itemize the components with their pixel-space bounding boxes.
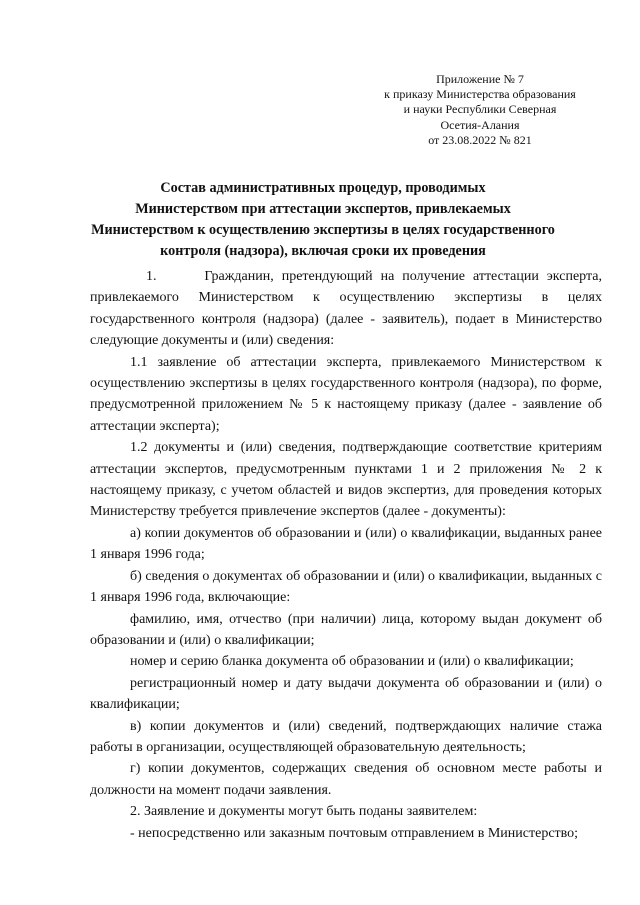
appendix-line: Приложение № 7 [436, 72, 524, 86]
paragraph-subitem-v: в) копии документов и (или) сведений, подтверждающих наличие стажа работы в организации, осуществляющей образовательную деятельность; [90, 718, 602, 755]
appendix-line: к приказу Министерства образования [384, 87, 576, 102]
paragraph-subitem-b: б) сведения о документах об образовании и (или) о квалификации, выданных с 1 января 1996 года, включающие: [90, 568, 602, 606]
title-line: Министерством при аттестации экспертов, привлекаемых [135, 201, 511, 217]
appendix-header [380, 72, 580, 148]
paragraph-subitem-g: г) копии документов, содержащих сведения об основном месте работы и должности на момент подачи заявления. [90, 761, 602, 798]
paragraph-detail-name: фамилию, имя, отчество (при наличии) лица, которому выдан документ об образовании и (или) о квалификации; [90, 611, 602, 648]
title-line: контроля (надзора), включая сроки их проведения [160, 243, 486, 259]
title-line: Состав административных процедур, проводимых [160, 180, 486, 196]
paragraph-item-2: 2. Заявление и документы могут быть поданы заявителем: [130, 804, 478, 820]
paragraph-item-1-1: 1.1 заявление об аттестации эксперта, привлекаемого Министерством к осуществлению экспертизы в целях государственного контроля (надзора), по форме, предусмотренной приложением № 5 к настоящему приказу (далее - заявление об аттестации эксперта); [90, 354, 602, 434]
paragraph-subitem-a: а) копии документов об образовании и (или) о квалификации, выданных ранее 1 января 1996 года; [90, 525, 602, 563]
appendix-line: и науки Республики Северная [403, 102, 557, 117]
paragraph-item-1: 1. Гражданин, претендующий на получение аттестации эксперта, привлекаемого Министерством к осуществлению экспертизы в целях государственного контроля (надзора) (далее - заявитель), подает в Министерство следующие документы и (или) сведения: [90, 269, 602, 349]
paragraph-submission-method: - непосредственно или заказным почтовым отправлением в Министерство; [130, 825, 579, 841]
document-title [88, 178, 558, 262]
paragraph-detail-number: номер и серию бланка документа об образовании и (или) о квалификации; [130, 654, 574, 670]
appendix-line: Осетия-Алания [440, 117, 520, 132]
title-line: Министерством к осуществлению экспертизы в целях государственного [91, 222, 555, 238]
paragraph-detail-registration: регистрационный номер и дату выдачи документа об образовании и (или) о квалификации; [90, 675, 602, 713]
appendix-line: от 23.08.2022 № 821 [428, 132, 532, 147]
document-body [90, 266, 602, 844]
paragraph-item-1-2: 1.2 документы и (или) сведения, подтверждающие соответствие критериям аттестации экспертов, предусмотренным пунктами 1 и 2 приложения № 2 к настоящему приказу, с учетом областей и видов экспертиз, для проведения которых Министерству требуется привлечение экспертов (далее - документы): [90, 440, 602, 520]
